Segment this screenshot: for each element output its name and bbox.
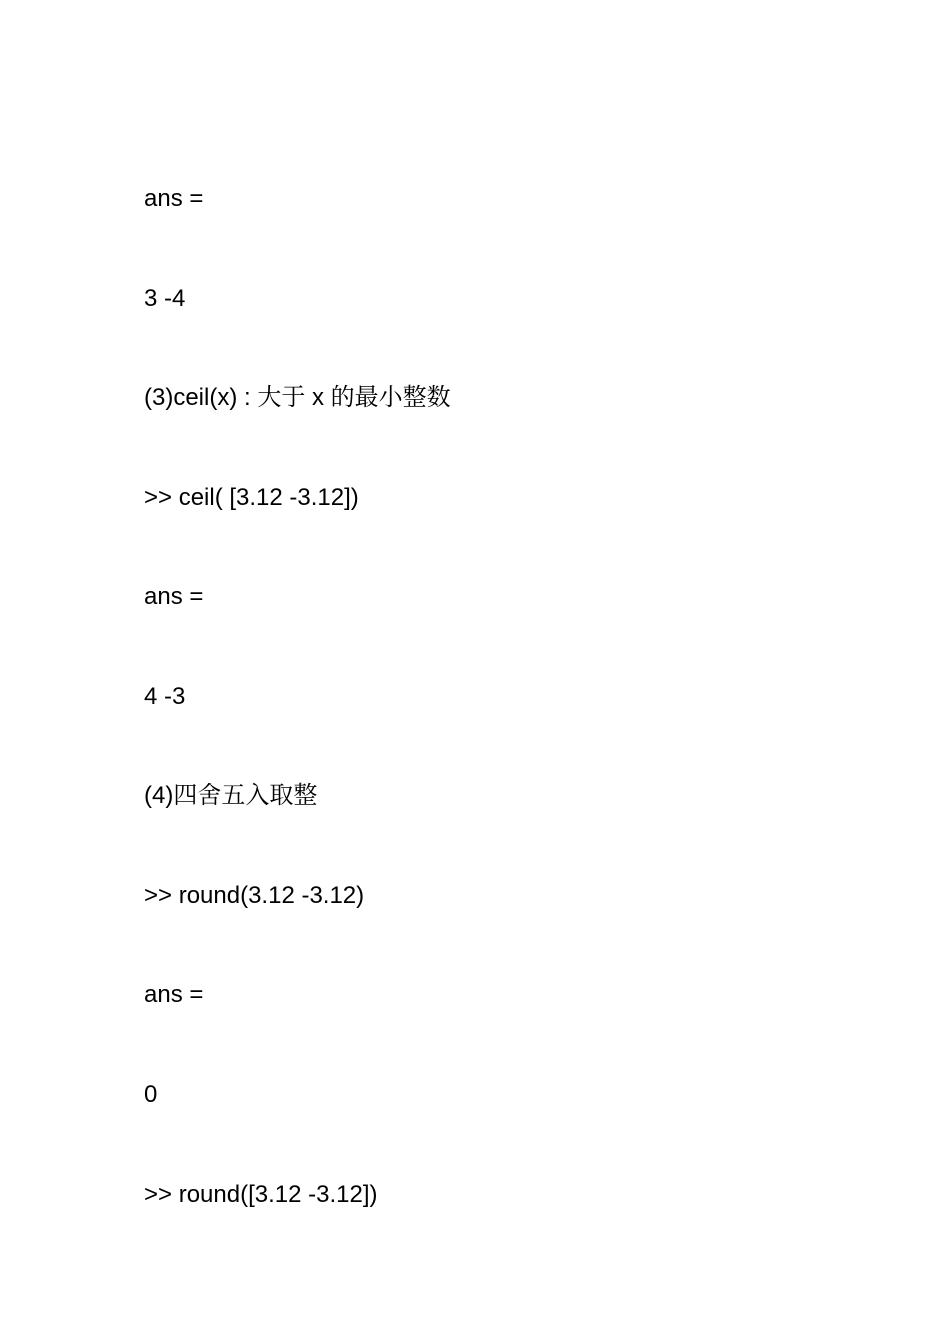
- command-line: >> round(3.12 -3.12): [144, 882, 365, 909]
- output-value: 4 -3: [144, 683, 186, 710]
- output-value: 3 -4: [144, 285, 186, 312]
- output-label: ans =: [144, 981, 204, 1008]
- section-heading-ceil: (3)ceil(x) : 大于 x 的最小整数: [144, 384, 451, 411]
- command-line: >> round([3.12 -3.12]): [144, 1181, 378, 1208]
- command-line: >> ceil( [3.12 -3.12]): [144, 484, 359, 511]
- output-label: ans =: [144, 583, 204, 610]
- output-value: 0: [144, 1081, 158, 1108]
- section-heading-round: (4)四舍五入取整: [144, 782, 318, 809]
- output-label: ans =: [144, 185, 204, 212]
